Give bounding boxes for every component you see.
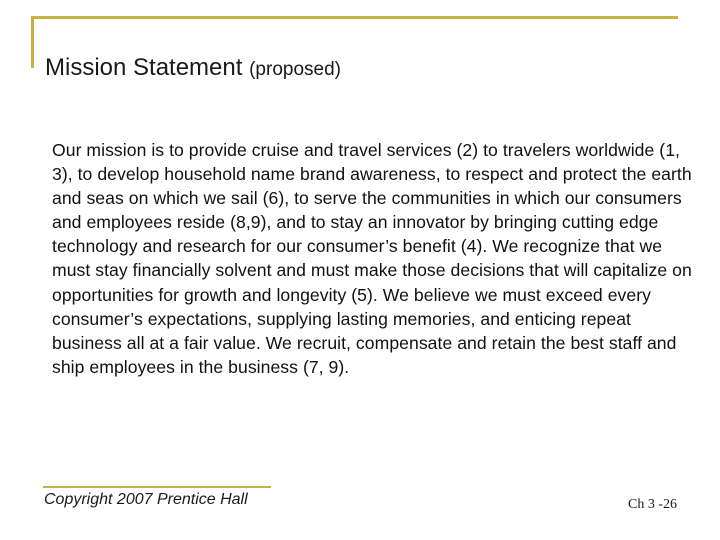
title-frame-top-rule	[31, 16, 678, 19]
slide-title	[45, 53, 341, 85]
mission-statement-text: Our mission is to provide cruise and travel services (2) to travelers worldwide (1, 3), to develop household name brand awareness, to respect and protect the earth and seas on which we sail (6), to serve the communities in which our consumers and employees reside (8,9), and to stay an innovator by bringing cutting edge technology and research for our consumer’s benefit (4). We recognize that we must stay financially solvent and must make those decisions that will capitalize on opportunities for growth and longevity (5). We believe we must exceed every consumer’s expectations, supplying lasting memories, and enticing repeat business all at a fair value. We recruit, compensate and retain the best staff and ship employees in the business (7, 9).	[52, 140, 692, 377]
footer-rule	[43, 486, 271, 488]
slide-title-main: Mission Statement	[45, 54, 243, 81]
copyright-text: Copyright 2007 Prentice Hall	[44, 491, 248, 508]
slide-title-suffix: (proposed)	[249, 59, 341, 80]
title-frame-left-rule	[31, 16, 34, 68]
page-number: Ch 3 -26	[628, 497, 677, 512]
